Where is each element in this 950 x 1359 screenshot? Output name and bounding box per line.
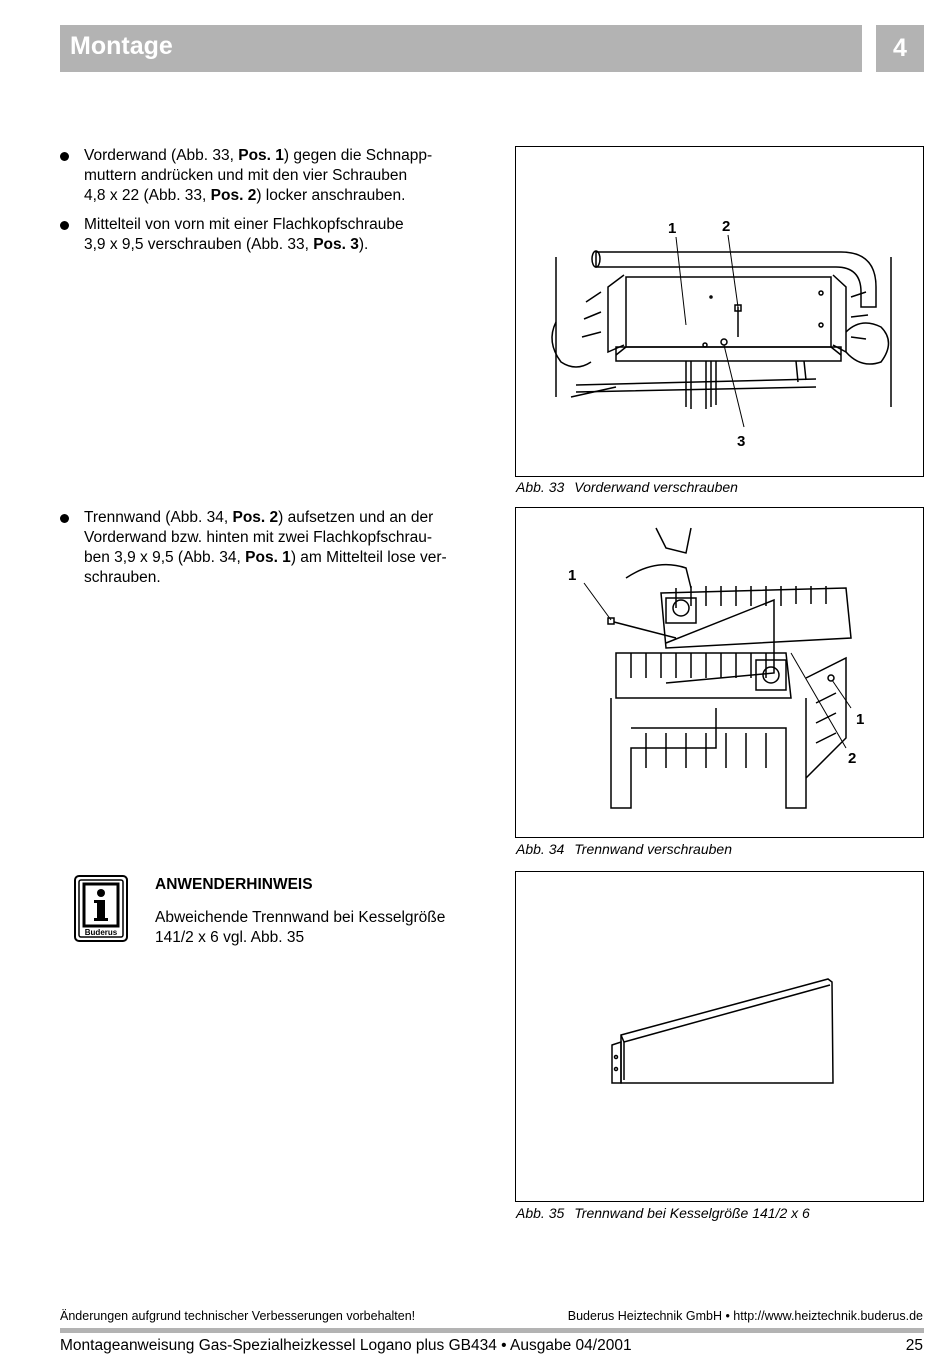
figure-35-caption: Abb. 35 Trennwand bei Kesselgröße 141/2 x 6 [516,1205,810,1221]
fig33-label-1: 1 [668,220,677,237]
bullet-dot-icon [60,221,69,230]
instruction-bullet-3: Trennwand (Abb. 34, Pos. 2) aufsetzen und an der Vorderwand bzw. hinten mit zwei Flachkopfschrau- ben 3,9 x 9,5 (Abb. 34, Pos. 1) am Mittelteil lose ver- schrauben. [60,508,447,588]
page-number: 25 [905,1337,923,1354]
note-text: Abweichende Trennwand bei Kesselgröße 141/2 x 6 vgl. Abb. 35 [155,909,446,946]
figure-35 [515,871,924,1202]
chapter-number: 4 [876,25,924,72]
info-icon [74,875,128,942]
fig34-label-1-right: 1 [856,711,865,728]
figure-34-caption: Abb. 34 Trennwand verschrauben [516,841,732,857]
info-icon-brand: Buderus [84,928,118,937]
figure-34 [515,507,924,838]
fig33-label-3: 3 [737,433,746,450]
bullet-dot-icon [60,152,69,161]
instruction-bullet-2: Mittelteil von vorn mit einer Flachkopfschraube 3,9 x 9,5 verschrauben (Abb. 33, Pos. 3). [60,215,404,255]
fig34-label-1-left: 1 [568,567,577,584]
header-bar [60,25,862,72]
footer-company: Buderus Heiztechnik GmbH • http://www.heiztechnik.buderus.de [567,1309,923,1323]
note-title: ANWENDERHINWEIS [155,876,313,893]
bullet-dot-icon [60,514,69,523]
figure-33 [515,146,924,477]
footer-document-title: Montageanweisung Gas-Spezialheizkessel Logano plus GB434 • Ausgabe 04/2001 [60,1337,632,1354]
fig34-label-2: 2 [848,750,857,767]
section-title: Montage [70,32,173,60]
figure-33-caption: Abb. 33 Vorderwand verschrauben [516,479,738,495]
instruction-bullet-1: Vorderwand (Abb. 33, Pos. 1) gegen die Schnapp- muttern andrücken und mit den vier Schrauben 4,8 x 22 (Abb. 33, Pos. 2) locker anschrauben. [60,146,432,206]
footer-divider [60,1328,924,1333]
partition-wall-variant-drawing [516,872,923,1201]
front-panel-drawing [516,147,923,476]
partition-wall-drawing [516,508,923,837]
fig33-label-2: 2 [722,218,731,235]
footer-disclaimer: Änderungen aufgrund technischer Verbesserungen vorbehalten! [60,1309,416,1323]
